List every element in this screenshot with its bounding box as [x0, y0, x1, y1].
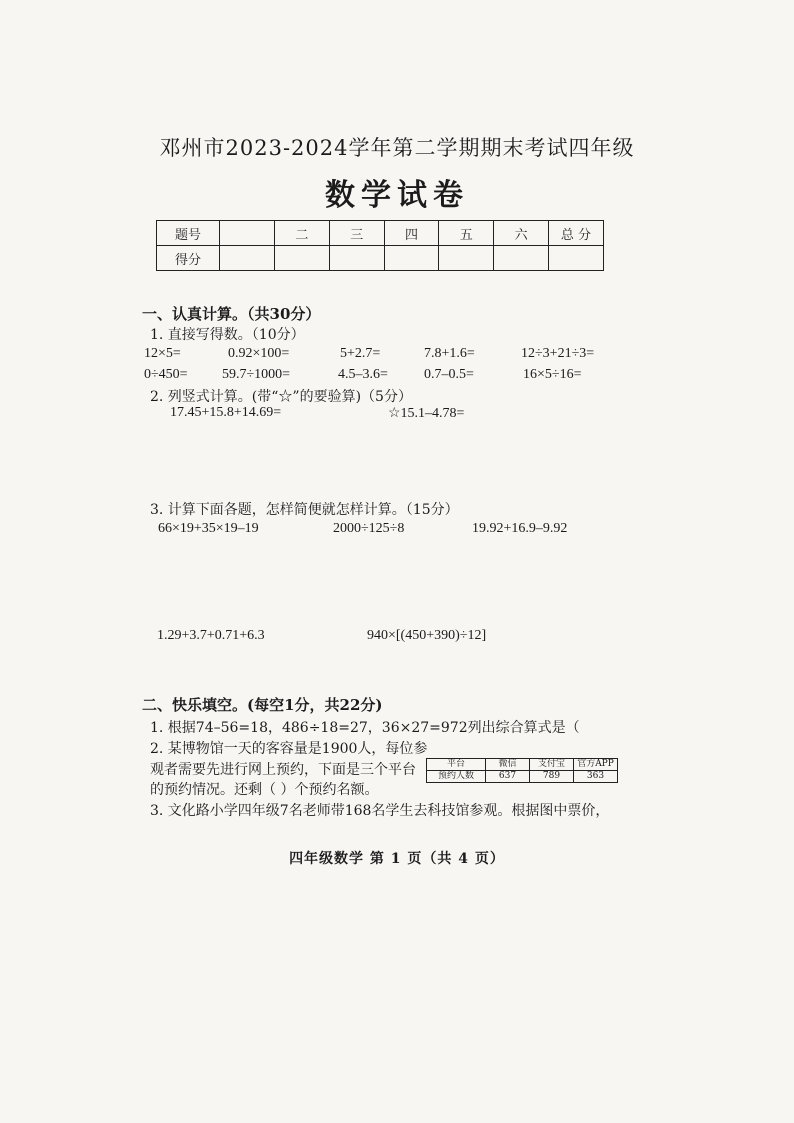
calc-item: 16×5÷16=: [523, 367, 582, 382]
platform-header-cell: 平台: [427, 759, 486, 771]
platform-header-cell: 支付宝: [530, 759, 574, 771]
calc-item: 0.7–0.5=: [424, 367, 474, 382]
score-blank: [494, 246, 549, 271]
calc-item: 17.45+15.8+14.69=: [170, 405, 282, 420]
platform-table-row: [427, 771, 618, 783]
q2-title: 2. 列竖式计算。(带“☆”的要验算)（5分）: [150, 389, 412, 405]
score-blank: [384, 246, 439, 271]
platform-row-label: 预约人数: [427, 771, 486, 783]
score-blank: [220, 246, 275, 271]
fill-q2-line: 2. 某博物馆一天的客容量是1900人，每位参: [150, 741, 428, 757]
fill-q1: 1. 根据74–56=18，486÷18=27，36×27=972列出综合算式是（: [150, 720, 580, 736]
score-cell-total: 总 分: [549, 221, 604, 246]
platform-table: [426, 758, 618, 783]
platform-value: 363: [574, 771, 618, 783]
calc-item: 19.92+16.9–9.92: [472, 521, 568, 536]
score-table-header-row: [157, 221, 604, 246]
calc-item: 940×[(450+390)÷12]: [367, 628, 487, 643]
fill-q3: 3. 文化路小学四年级7名老师带168名学生去科技馆参观。根据图中票价，: [150, 803, 610, 819]
calc-item: 0÷450=: [144, 367, 188, 382]
section1-title: 一、认真计算。（共30分）: [142, 305, 321, 323]
calc-item: 66×19+35×19–19: [158, 521, 259, 536]
exam-title: 邓州市2023-2024学年第二学期期末考试四年级: [159, 136, 635, 160]
section2-title: 二、快乐填空。(每空1分，共22分): [142, 696, 383, 714]
score-cell: 二: [275, 221, 330, 246]
page-footer: 四年级数学 第 1 页（共 4 页）: [289, 851, 505, 867]
score-cell-label: 题号: [157, 221, 220, 246]
platform-table-header: [427, 759, 618, 771]
score-blank: [275, 246, 330, 271]
platform-header-cell: 微信: [486, 759, 530, 771]
calc-item: 1.29+3.7+0.71+6.3: [157, 628, 265, 643]
q1-title: 1. 直接写得数。（10分）: [150, 327, 305, 343]
score-cell: 三: [329, 221, 384, 246]
calc-item: 12×5=: [144, 346, 181, 361]
calc-item: ☆15.1–4.78=: [388, 406, 465, 421]
calc-item: 5+2.7=: [340, 346, 381, 361]
score-table: [156, 220, 604, 271]
calc-item: 12÷3+21÷3=: [521, 346, 595, 361]
calc-item: 0.92×100=: [228, 346, 290, 361]
score-blank: [549, 246, 604, 271]
calc-item: 2000÷125÷8: [333, 521, 405, 536]
score-table-score-row: [157, 246, 604, 271]
platform-value: 637: [486, 771, 530, 783]
calc-item: 4.5–3.6=: [338, 367, 388, 382]
platform-header-cell: 官方APP: [574, 759, 618, 771]
score-cell-label: 得分: [157, 246, 220, 271]
score-cell: 四: [384, 221, 439, 246]
score-blank: [439, 246, 494, 271]
calc-item: 7.8+1.6=: [424, 346, 475, 361]
exam-subject-title: 数学试卷: [325, 178, 469, 213]
platform-value: 789: [530, 771, 574, 783]
fill-q2-line: 观者需要先进行网上预约，下面是三个平台: [150, 762, 416, 778]
score-blank: [329, 246, 384, 271]
fill-q2-line: 的预约情况。还剩（ ）个预约名额。: [150, 782, 379, 798]
calc-item: 59.7÷1000=: [222, 367, 291, 382]
q3-title: 3. 计算下面各题，怎样简便就怎样计算。（15分）: [150, 502, 459, 518]
score-cell: [220, 221, 275, 246]
score-cell: 六: [494, 221, 549, 246]
score-cell: 五: [439, 221, 494, 246]
